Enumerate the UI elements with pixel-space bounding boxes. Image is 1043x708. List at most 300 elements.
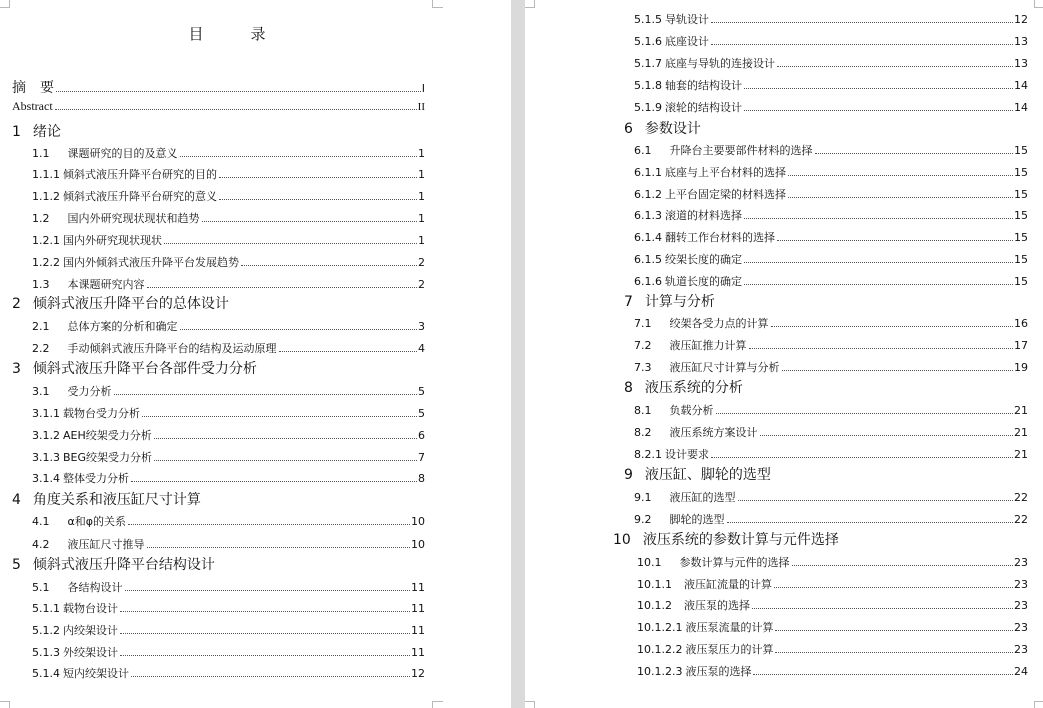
toc-page-number: 12 [1014,13,1028,26]
toc-leader-dots [711,44,1013,45]
toc-entry-label [634,207,742,223]
toc-entry-text: 载物台设计 [63,602,118,615]
page-corner-mark [525,0,535,8]
toc-entry-label [12,358,257,378]
toc-entry-label [613,529,839,549]
toc-entry-label [12,489,201,509]
toc-entry[interactable] [613,529,1028,549]
toc-leader-dots [142,416,417,417]
toc-entry-text: 液压缸尺寸计算与分析 [669,361,780,374]
toc-entry-text: 液压缸尺寸推导 [67,538,145,551]
toc-entry-text: α和φ的关系 [67,515,127,528]
toc-entry-label [32,145,178,161]
toc-entry-number: 10.1.1 [637,578,672,591]
toc-entry-text: 滚轮的结构设计 [665,101,742,114]
toc-entry-number: 4.2 [32,538,50,551]
toc-entry[interactable] [634,402,1028,418]
toc-entry[interactable] [12,358,425,378]
page-corner-mark [1034,701,1043,708]
toc-entry-number: 3 [12,361,21,377]
toc-entry-text: 国内外研究现状现状 [63,234,162,247]
toc-entry[interactable] [32,210,425,226]
toc-page-number: 13 [1014,57,1028,70]
toc-entry-text: 液压系统的分析 [644,380,743,396]
toc-leader-dots [125,590,411,591]
toc-entry-text: 绞架长度的确定 [665,253,742,266]
toc-entry-number: 5.1.4 [32,667,60,680]
toc-leader-dots [744,218,1013,219]
toc-entry[interactable] [634,359,1028,375]
toc-entry-number: 1.3 [32,278,50,291]
toc-leader-dots [164,243,417,244]
toc-page-number: 11 [411,646,425,659]
toc-page-number: 15 [1014,166,1028,179]
toc-leader-dots [753,674,1013,675]
toc-entry-text: BEG绞架受力分析 [63,451,153,464]
toc-entry-number: 6.1.2 [634,188,662,201]
toc-entry-text: AEH绞架受力分析 [63,429,152,442]
toc-entry-label [634,77,742,93]
toc-entry[interactable] [634,99,1028,115]
toc-entry-text: 负载分析 [669,404,714,417]
toc-page-right [525,0,1043,708]
toc-entry-text: 上平台固定梁的材料选择 [665,188,786,201]
toc-entry-text: 液压缸的选型 [669,491,736,504]
toc-entry-number: 5.1 [32,581,50,594]
toc-page-number: 23 [1014,621,1028,634]
toc-entry[interactable] [634,77,1028,93]
toc-entry[interactable] [624,118,1028,138]
toc-entry[interactable] [32,470,425,486]
toc-leader-dots [771,326,1014,327]
toc-page-number: 21 [1014,426,1028,439]
toc-page-number: 15 [1014,209,1028,222]
toc-entry-label [12,293,229,313]
toc-entry-text: 液压泵的选择 [685,665,752,678]
toc-entry[interactable] [12,293,425,313]
toc-leader-dots [760,435,1014,436]
toc-leader-dots [128,524,410,525]
toc-entry-label [32,276,145,292]
toc-entry[interactable] [32,427,425,443]
toc-entry-label [637,663,751,679]
toc-entry-label [637,619,773,635]
toc-leader-dots [744,284,1013,285]
toc-entry-text: 受力分析 [67,385,112,398]
toc-entry-label [624,291,715,311]
toc-leader-dots [788,175,1013,176]
toc-leader-dots [815,153,1014,154]
toc-entry[interactable] [637,641,1028,657]
toc-entry[interactable] [634,207,1028,223]
toc-entry[interactable] [32,449,425,465]
toc-entry-label [634,142,813,158]
toc-leader-dots [219,177,417,178]
toc-entry-number: 1.2 [32,212,50,225]
toc-entry-number: 6.1.6 [634,275,662,288]
toc-entry-number: 5.1.7 [634,57,662,70]
toc-entry-text: 倾斜式液压升降平台的总体设计 [32,296,229,312]
toc-entry-text: 液压系统的参数计算与元件选择 [642,532,839,548]
toc-entry-text: 国内外倾斜式液压升降平台发展趋势 [63,256,239,269]
toc-entry-number: 8 [624,380,633,396]
toc-leader-dots [744,110,1013,111]
toc-entry[interactable] [32,340,425,356]
toc-entry-text: 底座与导轨的连接设计 [665,57,775,70]
toc-leader-dots [777,66,1013,67]
toc-page-number: II [417,101,425,113]
toc-entry-text: 液压泵流量的计算 [685,621,774,634]
toc-page-number: 2 [418,278,425,291]
toc-entry-text: 本课题研究内容 [67,278,145,291]
toc-entry[interactable] [32,166,425,182]
toc-leader-dots [744,262,1013,263]
toc-leader-dots [777,240,1013,241]
toc-entry-label [634,186,786,202]
toc-entry[interactable] [634,33,1028,49]
toc-entry-number: 3.1.2 [32,429,60,442]
toc-entry-number: 8.1 [634,404,652,417]
toc-page-number: 3 [418,320,425,333]
toc-page-number: 10 [411,538,425,551]
toc-entry-text: 液压泵的选择 [684,599,750,612]
toc-entry[interactable] [634,55,1028,71]
toc-entry[interactable] [637,554,1028,570]
toc-entry-text: 液压系统方案设计 [669,426,758,439]
toc-entry[interactable] [624,464,1028,484]
toc-page-number: 11 [411,624,425,637]
toc-page-number: 23 [1014,556,1028,569]
toc-entry[interactable] [634,229,1028,245]
toc-entry-label [32,536,145,552]
toc-entry-label [12,121,61,141]
toc-entry-number: 7.2 [634,339,652,352]
toc-entry-number: 10.1.2.2 [637,643,683,656]
toc-entry-label [634,251,742,267]
toc-leader-dots [749,348,1014,349]
toc-entry-text: 倾斜式液压升降平台研究的意义 [63,190,217,203]
toc-entry[interactable] [32,536,425,552]
toc-entry[interactable] [32,188,425,204]
toc-entry-label [32,340,277,356]
toc-entry-label [624,464,771,484]
toc-entry-label [634,55,775,71]
toc-leader-dots [154,438,417,439]
toc-entry-number: 5 [12,557,21,573]
toc-entry-number: 1.2.2 [32,256,60,269]
toc-entry-label [32,232,162,248]
toc-entry-number: 4 [12,492,21,508]
toc-entry-label [634,315,769,331]
toc-entry[interactable] [634,186,1028,202]
toc-entry-text: 液压泵压力的计算 [685,643,774,656]
toc-entry-number: 10.1.2 [637,599,672,612]
toc-entry-number: Abstract [12,99,53,113]
toc-entry-text: 外绞架设计 [63,646,118,659]
toc-entry-text: 液压缸推力计算 [669,339,747,352]
toc-page-number: 19 [1014,361,1028,374]
toc-entry-label [32,622,118,638]
toc-entry[interactable] [624,377,1028,397]
toc-entry-number: 6.1.4 [634,231,662,244]
toc-entry-text: 设计要求 [665,448,709,461]
toc-page-number: 23 [1014,599,1028,612]
toc-entry-label [32,665,129,681]
toc-leader-dots [711,22,1013,23]
toc-entry-text: 脚轮的选型 [669,513,725,526]
toc-page-number: 15 [1014,231,1028,244]
toc-entry[interactable] [32,232,425,248]
toc-entry[interactable] [634,142,1028,158]
toc-page-number: 1 [418,234,425,247]
toc-entry-text: 底座与上平台材料的选择 [665,166,786,179]
toc-entry-label [634,33,709,49]
toc-entry-text: 轨道长度的确定 [665,275,742,288]
toc-entry[interactable] [32,579,425,595]
toc-page-number: 1 [418,147,425,160]
toc-page-number: 1 [418,212,425,225]
toc-entry[interactable] [32,405,425,421]
toc-entry-number: 5.1.3 [32,646,60,659]
toc-leader-dots [147,287,418,288]
toc-entry-label [637,576,772,592]
toc-entry-text: 计算与分析 [644,294,715,310]
toc-entry-label [32,405,140,421]
toc-entry-label [32,513,126,529]
toc-entry-text: 轴套的结构设计 [665,79,742,92]
toc-entry[interactable] [634,164,1028,180]
toc-entry-text: 升降台主要要部件材料的选择 [669,144,813,157]
page-corner-mark [0,701,10,708]
toc-entry-label [637,554,790,570]
toc-page-number: 17 [1014,339,1028,352]
toc-entry[interactable] [637,597,1028,613]
toc-entry-number: 5.1.9 [634,101,662,114]
toc-entry-number: 5.1.6 [634,35,662,48]
toc-entry-label [634,337,747,353]
toc-entry-number: 2 [12,296,21,312]
toc-entry[interactable] [634,251,1028,267]
toc-entry-label [634,229,775,245]
toc-page-number: 15 [1014,253,1028,266]
toc-page-number: 12 [411,667,425,680]
toc-page-number: 23 [1014,578,1028,591]
toc-entry[interactable] [637,619,1028,635]
toc-entry-number: 7 [624,294,633,310]
toc-leader-dots [55,109,417,110]
page-corner-mark [0,0,10,8]
toc-entry-text: 倾斜式液压升降平台结构设计 [32,557,215,573]
toc-page-number: 15 [1014,144,1028,157]
toc-entry-number: 6 [624,121,633,137]
toc-entry-number: 8.2.1 [634,448,662,461]
toc-entry[interactable] [634,511,1028,527]
toc-entry-text: 整体受力分析 [63,472,129,485]
toc-entry-label [634,359,780,375]
toc-entry-number: 3.1.3 [32,451,60,464]
page-corner-mark [1034,0,1043,8]
toc-page-number: 2 [418,256,425,269]
toc-page-number: 21 [1014,404,1028,417]
toc-entry-number: 1.2.1 [32,234,60,247]
toc-leader-dots [131,676,410,677]
toc-entry[interactable] [12,489,425,509]
toc-leader-dots [782,370,1014,371]
toc-leader-dots [154,460,417,461]
toc-leader-dots [241,265,417,266]
toc-leader-dots [792,565,1014,566]
toc-entry-number: 4.1 [32,515,50,528]
page-gap [511,0,525,708]
toc-entry[interactable] [32,513,425,529]
toc-leader-dots [219,199,417,200]
toc-page-number: 5 [418,407,425,420]
toc-entry[interactable] [32,622,425,638]
toc-leader-dots [180,156,418,157]
toc-entry-number: 6.1.3 [634,209,662,222]
toc-leader-dots [774,587,1013,588]
toc-page-number: 10 [411,515,425,528]
toc-page-number: 1 [418,168,425,181]
toc-entry-number: 10.1 [637,556,662,569]
toc-entry[interactable] [32,383,425,399]
toc-entry-label [32,188,217,204]
toc-entry-text: 短内绞架设计 [63,667,129,680]
toc-entry-number: 1.1.1 [32,168,60,181]
toc-entry[interactable] [634,489,1028,505]
toc-entry-label [32,166,217,182]
toc-entry-label [32,318,178,334]
toc-page-number: 15 [1014,275,1028,288]
toc-entry-label [32,254,239,270]
toc-page-number: 14 [1014,79,1028,92]
toc-entry-number: 5.1.8 [634,79,662,92]
toc-page-number: 24 [1014,665,1028,678]
toc-page-number: 6 [418,429,425,442]
toc-entry-text: 内绞架设计 [63,624,118,637]
toc-entry[interactable] [32,254,425,270]
toc-entry[interactable] [634,273,1028,289]
toc-page-number: 8 [418,472,425,485]
toc-page-number: 15 [1014,188,1028,201]
toc-entry-text: 液压缸流量的计算 [684,578,772,591]
toc-entry[interactable] [12,77,425,97]
toc-entry-text: 翻转工作台材料的选择 [665,231,775,244]
toc-leader-dots [716,413,1014,414]
toc-entry-label [634,11,709,27]
toc-page-number: 14 [1014,101,1028,114]
toc-entry[interactable] [32,318,425,334]
toc-entry[interactable] [32,276,425,292]
toc-entry[interactable] [32,600,425,616]
toc-entry[interactable] [634,424,1028,440]
toc-entry-text: 滚道的材料选择 [665,209,742,222]
toc-entry[interactable] [624,291,1028,311]
toc-entry-number: 5.1.1 [32,602,60,615]
toc-leader-dots [120,655,410,656]
toc-entry-label [32,579,123,595]
toc-leader-dots [131,481,417,482]
toc-page-number: 1 [418,190,425,203]
toc-entry[interactable] [12,99,425,114]
toc-entry-text: 绪论 [32,124,61,140]
page-corner-mark [525,701,535,708]
toc-page-number: 11 [411,581,425,594]
toc-page-number: 21 [1014,448,1028,461]
toc-page-number: 16 [1014,317,1028,330]
toc-leader-dots [711,457,1013,458]
toc-entry-number: 2.1 [32,320,50,333]
toc-entry-text: 参数计算与元件的选择 [679,556,790,569]
toc-entry-label [634,446,709,462]
toc-entry-text: 载物台受力分析 [63,407,140,420]
toc-entry-number: 3.1.4 [32,472,60,485]
toc-page-number: 11 [411,602,425,615]
toc-entry-label [637,641,773,657]
toc-entry[interactable] [634,446,1028,462]
toc-entry-text: 国内外研究现状现状和趋势 [67,212,200,225]
toc-entry-label [634,99,742,115]
toc-entry-label [634,402,714,418]
toc-entry-number: 8.2 [634,426,652,439]
toc-entry[interactable] [637,576,1028,592]
toc-entry[interactable] [12,554,425,574]
toc-entry-text: 手动倾斜式液压升降平台的结构及运动原理 [67,342,277,355]
toc-entry-text: 倾斜式液压升降平台研究的目的 [63,168,217,181]
toc-entry-label [32,600,118,616]
toc-entry-label [32,449,152,465]
toc-entry-label [12,554,215,574]
toc-entry-text: 课题研究的目的及意义 [67,147,178,160]
toc-page-number: 4 [418,342,425,355]
toc-entry-number: 2.2 [32,342,50,355]
toc-entry-text: 绞架各受力点的计算 [669,317,769,330]
toc-leader-dots [788,197,1013,198]
toc-leader-dots [114,394,418,395]
toc-entry-label [32,210,200,226]
toc-entry[interactable] [12,121,425,141]
toc-page-number: 7 [418,451,425,464]
toc-entry-number: 1 [12,124,21,140]
toc-leader-dots [120,633,410,634]
toc-entry[interactable] [32,665,425,681]
toc-entry-label [32,383,112,399]
toc-leader-dots [738,500,1014,501]
toc-leader-dots [120,611,410,612]
toc-entry-text: 底座设计 [665,35,709,48]
page-corner-mark [432,701,443,708]
toc-entry[interactable] [634,337,1028,353]
toc-entry-label [12,99,53,114]
toc-entry-label [624,118,701,138]
toc-entry-text: 总体方案的分析和确定 [67,320,178,333]
toc-entry-number: 6.1 [634,144,652,157]
toc-entry[interactable] [32,644,425,660]
toc-entry[interactable] [634,11,1028,27]
toc-entry-label [634,511,725,527]
toc-leader-dots [727,522,1014,523]
toc-entry[interactable] [634,315,1028,331]
toc-entry-label [32,644,118,660]
toc-leader-dots [202,221,418,222]
toc-entry[interactable] [637,663,1028,679]
toc-leader-dots [752,608,1013,609]
toc-entry-number: 7.3 [634,361,652,374]
toc-entry-number: 9.2 [634,513,652,526]
toc-entry-number: 10.1.2.3 [637,665,683,678]
page-corner-mark [432,0,443,8]
toc-entry[interactable] [32,145,425,161]
